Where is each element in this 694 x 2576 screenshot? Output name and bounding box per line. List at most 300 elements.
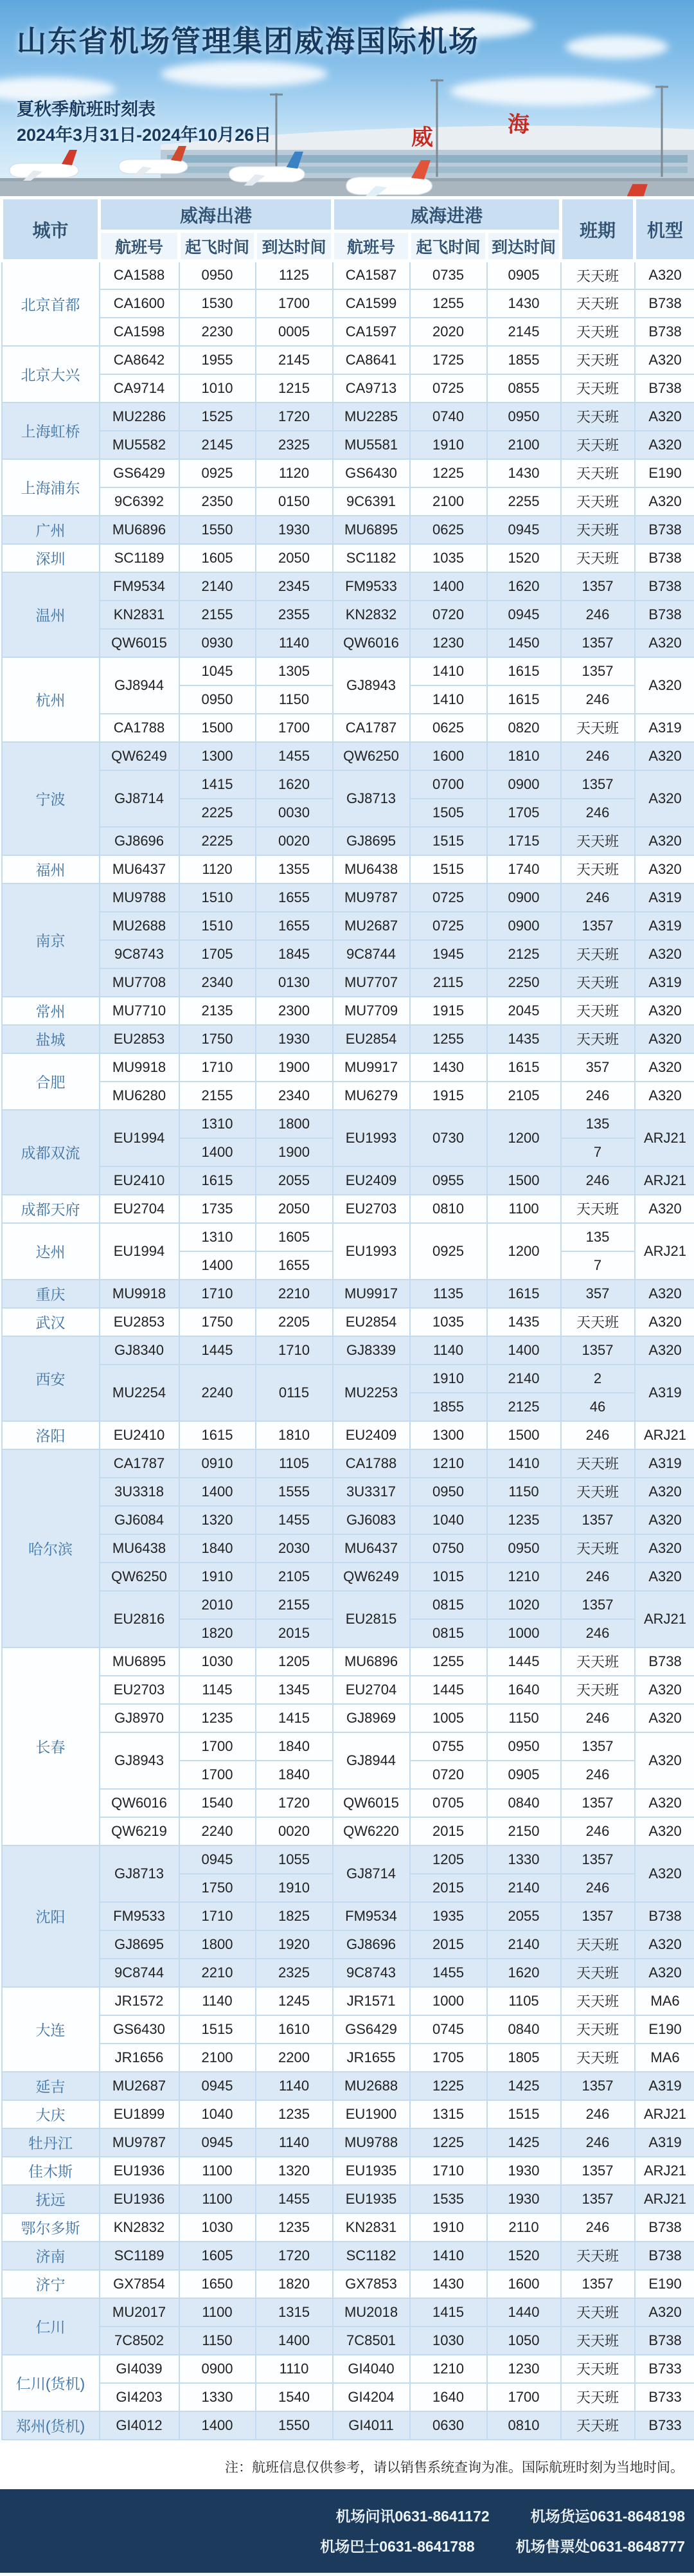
out-flight-cell: 9C8744	[100, 1959, 179, 1987]
out-dep-time-cell: 2240	[179, 1365, 256, 1421]
schedule-cell: 天天班	[561, 2242, 635, 2270]
table-row	[2, 1110, 694, 1138]
out-flight-cell: MU2688	[100, 912, 179, 940]
city-cell: 达州	[2, 1223, 100, 1280]
in-dep-time-cell: 2015	[410, 1874, 487, 1902]
out-flight-cell: JR1656	[100, 2044, 179, 2072]
in-arr-time-cell: 0950	[487, 1732, 561, 1761]
table-row	[2, 1930, 694, 1959]
out-dep-time-cell: 2145	[179, 431, 256, 459]
out-arr-time-cell: 1620	[256, 770, 333, 799]
out-dep-time-cell: 1510	[179, 884, 256, 912]
in-arr-time-cell: 0900	[487, 884, 561, 912]
out-arr-time-cell: 2145	[256, 346, 333, 374]
out-arr-time-cell: 2340	[256, 1082, 333, 1110]
in-dep-time-cell: 1410	[410, 657, 487, 685]
col-header-in-arr-time: 到达时间	[487, 231, 561, 261]
city-cell: 成都双流	[2, 1110, 100, 1195]
aircraft-cell: B738	[635, 2213, 694, 2242]
table-row	[2, 1563, 694, 1591]
in-flight-cell: JR1571	[333, 1987, 410, 2015]
in-dep-time-cell: 1135	[410, 1280, 487, 1308]
out-arr-time-cell: 1455	[256, 742, 333, 770]
out-dep-time-cell: 0910	[179, 1449, 256, 1478]
schedule-cell: 天天班	[561, 997, 635, 1025]
schedule-cell: 2	[561, 1365, 635, 1393]
table-body	[2, 261, 694, 2440]
out-flight-cell: EU2703	[100, 1676, 179, 1704]
in-dep-time-cell: 0740	[410, 403, 487, 431]
out-flight-cell: EU1936	[100, 2185, 179, 2213]
schedule-cell: 246	[561, 1874, 635, 1902]
col-header-outbound: 威海出港	[100, 198, 333, 231]
in-flight-cell: EU2854	[333, 1025, 410, 1053]
schedule-cell: 天天班	[561, 2411, 635, 2440]
in-arr-time-cell: 1330	[487, 1846, 561, 1874]
out-flight-cell: GS6430	[100, 2015, 179, 2044]
table-row	[2, 2383, 694, 2411]
out-dep-time-cell: 2225	[179, 799, 256, 827]
col-header-out-dep-time: 起飞时间	[179, 231, 256, 261]
in-arr-time-cell: 1100	[487, 1195, 561, 1223]
table-row	[2, 1449, 694, 1478]
out-arr-time-cell: 1355	[256, 855, 333, 884]
out-dep-time-cell: 1100	[179, 2298, 256, 2327]
out-arr-time-cell: 1205	[256, 1647, 333, 1676]
city-cell: 洛阳	[2, 1421, 100, 1449]
in-flight-cell: CA1587	[333, 261, 410, 289]
out-arr-time-cell: 1655	[256, 1251, 333, 1280]
in-dep-time-cell: 1515	[410, 855, 487, 884]
city-cell: 盐城	[2, 1025, 100, 1053]
in-arr-time-cell: 1200	[487, 1223, 561, 1280]
in-arr-time-cell: 0840	[487, 2015, 561, 2044]
out-dep-time-cell: 1400	[179, 1478, 256, 1506]
out-flight-cell: MU9918	[100, 1280, 179, 1308]
table-row	[2, 431, 694, 459]
in-flight-cell: EU2409	[333, 1421, 410, 1449]
out-flight-cell: 9C8743	[100, 940, 179, 968]
in-dep-time-cell: 1225	[410, 2072, 487, 2100]
aircraft-cell: A319	[635, 1365, 694, 1421]
table-row	[2, 2072, 694, 2100]
out-flight-cell: QW6249	[100, 742, 179, 770]
schedule-cell: 天天班	[561, 714, 635, 742]
table-row	[2, 2242, 694, 2270]
in-arr-time-cell: 1020	[487, 1591, 561, 1619]
out-dep-time-cell: 1500	[179, 714, 256, 742]
aircraft-cell: A319	[635, 912, 694, 940]
schedule-cell: 1357	[561, 657, 635, 685]
table-row	[2, 1025, 694, 1053]
city-cell: 武汉	[2, 1308, 100, 1336]
out-flight-cell: MU2017	[100, 2298, 179, 2327]
in-dep-time-cell: 0815	[410, 1619, 487, 1647]
in-flight-cell: GJ8339	[333, 1336, 410, 1365]
out-arr-time-cell: 1655	[256, 884, 333, 912]
schedule-cell: 天天班	[561, 516, 635, 544]
schedule-cell: 天天班	[561, 2298, 635, 2327]
aircraft-cell: B738	[635, 544, 694, 572]
aircraft-cell: B733	[635, 2411, 694, 2440]
city-cell: 牡丹江	[2, 2128, 100, 2157]
page-subtitle	[17, 96, 271, 148]
schedule-cell: 天天班	[561, 2355, 635, 2383]
in-arr-time-cell: 2145	[487, 318, 561, 346]
out-flight-cell: GJ8714	[100, 770, 179, 827]
table-row	[2, 742, 694, 770]
in-flight-cell: CA8641	[333, 346, 410, 374]
out-flight-cell: GJ8943	[100, 1732, 179, 1789]
out-arr-time-cell: 1150	[256, 685, 333, 714]
aircraft-cell: A319	[635, 714, 694, 742]
out-dep-time-cell: 2340	[179, 968, 256, 997]
in-dep-time-cell: 1725	[410, 346, 487, 374]
in-arr-time-cell: 0900	[487, 770, 561, 799]
table-row	[2, 2327, 694, 2355]
in-flight-cell: FM9534	[333, 1902, 410, 1930]
city-cell: 杭州	[2, 657, 100, 742]
in-flight-cell: KN2832	[333, 601, 410, 629]
in-flight-cell: MU7707	[333, 968, 410, 997]
out-arr-time-cell: 1320	[256, 2157, 333, 2185]
table-row	[2, 1789, 694, 1817]
in-arr-time-cell: 1440	[487, 2298, 561, 2327]
schedule-cell: 天天班	[561, 346, 635, 374]
out-flight-cell: EU2410	[100, 1166, 179, 1195]
out-flight-cell: GJ8944	[100, 657, 179, 714]
out-arr-time-cell: 1700	[256, 289, 333, 318]
city-cell: 广州	[2, 516, 100, 544]
out-flight-cell: GX7854	[100, 2270, 179, 2298]
aircraft-cell: B738	[635, 2327, 694, 2355]
out-arr-time-cell: 1720	[256, 403, 333, 431]
table-row	[2, 2270, 694, 2298]
out-arr-time-cell: 1305	[256, 657, 333, 685]
out-arr-time-cell: 1720	[256, 1789, 333, 1817]
table-row	[2, 516, 694, 544]
schedule-cell: 135	[561, 1110, 635, 1138]
subtitle-dates: 2024年3月31日-2024年10月26日	[17, 125, 272, 145]
in-dep-time-cell: 2020	[410, 318, 487, 346]
in-dep-time-cell: 1035	[410, 1308, 487, 1336]
in-flight-cell: QW6015	[333, 1789, 410, 1817]
out-flight-cell: EU2704	[100, 1195, 179, 1223]
out-arr-time-cell: 1840	[256, 1761, 333, 1789]
in-flight-cell: SC1182	[333, 544, 410, 572]
out-dep-time-cell: 0930	[179, 629, 256, 657]
in-flight-cell: GX7853	[333, 2270, 410, 2298]
out-dep-time-cell: 1100	[179, 2185, 256, 2213]
in-arr-time-cell: 1430	[487, 459, 561, 487]
in-dep-time-cell: 1035	[410, 544, 487, 572]
table-row	[2, 1506, 694, 1534]
in-dep-time-cell: 1515	[410, 827, 487, 855]
out-arr-time-cell: 2325	[256, 1959, 333, 1987]
in-dep-time-cell: 1430	[410, 2270, 487, 2298]
aircraft-cell: A320	[635, 1308, 694, 1336]
schedule-cell: 1357	[561, 629, 635, 657]
city-cell: 鄂尔多斯	[2, 2213, 100, 2242]
schedule-cell: 1357	[561, 1732, 635, 1761]
out-dep-time-cell: 1955	[179, 346, 256, 374]
in-flight-cell: JR1655	[333, 2044, 410, 2072]
table-row	[2, 1195, 694, 1223]
aircraft-cell: A320	[635, 403, 694, 431]
city-cell: 济南	[2, 2242, 100, 2270]
in-flight-cell: EU2703	[333, 1195, 410, 1223]
in-dep-time-cell: 1430	[410, 1053, 487, 1082]
in-arr-time-cell: 1445	[487, 1647, 561, 1676]
in-dep-time-cell: 0625	[410, 516, 487, 544]
contact-phone: 机场货运0631-8648198	[530, 2507, 685, 2525]
out-dep-time-cell: 0900	[179, 2355, 256, 2383]
aircraft-cell: A320	[635, 770, 694, 827]
in-flight-cell: MU2253	[333, 1365, 410, 1421]
out-arr-time-cell: 1245	[256, 1987, 333, 2015]
aircraft-cell: A320	[635, 940, 694, 968]
table-row	[2, 968, 694, 997]
schedule-cell: 1357	[561, 2072, 635, 2100]
schedule-cell: 天天班	[561, 2383, 635, 2411]
out-flight-cell: MU2286	[100, 403, 179, 431]
out-dep-time-cell: 1910	[179, 1563, 256, 1591]
contact-phone: 机场巴士0631-8641788	[320, 2537, 475, 2555]
schedule-cell: 天天班	[561, 1449, 635, 1478]
out-dep-time-cell: 1030	[179, 1647, 256, 1676]
in-arr-time-cell: 1640	[487, 1676, 561, 1704]
table-row	[2, 770, 694, 799]
in-arr-time-cell: 1425	[487, 2128, 561, 2157]
schedule-cell: 246	[561, 1761, 635, 1789]
in-dep-time-cell: 1225	[410, 2128, 487, 2157]
out-arr-time-cell: 2345	[256, 572, 333, 601]
in-dep-time-cell: 0700	[410, 770, 487, 799]
in-dep-time-cell: 1410	[410, 2242, 487, 2270]
in-dep-time-cell: 1255	[410, 289, 487, 318]
in-arr-time-cell: 1930	[487, 2185, 561, 2213]
in-arr-time-cell: 1615	[487, 685, 561, 714]
city-cell: 长春	[2, 1647, 100, 1846]
out-arr-time-cell: 1235	[256, 2100, 333, 2128]
out-dep-time-cell: 1710	[179, 1053, 256, 1082]
in-dep-time-cell: 1140	[410, 1336, 487, 1365]
out-dep-time-cell: 1515	[179, 2015, 256, 2044]
table-row	[2, 1676, 694, 1704]
in-arr-time-cell: 1410	[487, 1449, 561, 1478]
out-dep-time-cell: 1040	[179, 2100, 256, 2128]
out-flight-cell: MU9788	[100, 884, 179, 912]
in-dep-time-cell: 1710	[410, 2157, 487, 2185]
out-arr-time-cell: 0130	[256, 968, 333, 997]
aircraft-cell: ARJ21	[635, 1421, 694, 1449]
schedule-cell: 1357	[561, 2185, 635, 2213]
footer-contacts-row	[320, 2535, 685, 2556]
table-row	[2, 2185, 694, 2213]
out-flight-cell: QW6016	[100, 1789, 179, 1817]
in-dep-time-cell: 2015	[410, 1817, 487, 1846]
table-row	[2, 714, 694, 742]
out-flight-cell: EU2853	[100, 1308, 179, 1336]
out-arr-time-cell: 1800	[256, 1110, 333, 1138]
schedule-cell: 357	[561, 1280, 635, 1308]
aircraft-cell: A320	[635, 1506, 694, 1534]
out-dep-time-cell: 1510	[179, 912, 256, 940]
in-flight-cell: 7C8501	[333, 2327, 410, 2355]
out-arr-time-cell: 1930	[256, 1025, 333, 1053]
in-flight-cell: QW6249	[333, 1563, 410, 1591]
aircraft-cell: A320	[635, 1789, 694, 1817]
out-flight-cell: MU6896	[100, 516, 179, 544]
aircraft-cell: A320	[635, 1930, 694, 1959]
out-dep-time-cell: 2010	[179, 1591, 256, 1619]
schedule-cell: 天天班	[561, 2044, 635, 2072]
aircraft-cell: ARJ21	[635, 2185, 694, 2213]
col-header-out-arr-time: 到达时间	[256, 231, 333, 261]
out-flight-cell: CA8642	[100, 346, 179, 374]
city-cell: 延吉	[2, 2072, 100, 2100]
city-cell: 温州	[2, 572, 100, 657]
in-dep-time-cell: 0750	[410, 1534, 487, 1563]
in-dep-time-cell: 0735	[410, 261, 487, 289]
table-row	[2, 261, 694, 289]
in-dep-time-cell: 0755	[410, 1732, 487, 1761]
table-row	[2, 1817, 694, 1846]
out-arr-time-cell: 1055	[256, 1846, 333, 1874]
city-cell: 哈尔滨	[2, 1449, 100, 1647]
out-arr-time-cell: 1555	[256, 1478, 333, 1506]
out-flight-cell: QW6250	[100, 1563, 179, 1591]
in-flight-cell: EU2854	[333, 1308, 410, 1336]
table-row	[2, 629, 694, 657]
out-flight-cell: 3U3318	[100, 1478, 179, 1506]
in-dep-time-cell: 0730	[410, 1110, 487, 1166]
out-arr-time-cell: 1655	[256, 912, 333, 940]
aircraft-cell: MA6	[635, 1987, 694, 2015]
table-row	[2, 2015, 694, 2044]
table-row	[2, 1647, 694, 1676]
out-dep-time-cell: 1045	[179, 657, 256, 685]
aircraft-cell: B733	[635, 2383, 694, 2411]
out-arr-time-cell: 1540	[256, 2383, 333, 2411]
city-cell: 抚远	[2, 2185, 100, 2213]
in-arr-time-cell: 1500	[487, 1421, 561, 1449]
in-arr-time-cell: 1235	[487, 1506, 561, 1534]
out-flight-cell: MU6437	[100, 855, 179, 884]
in-arr-time-cell: 0820	[487, 714, 561, 742]
table-row	[2, 940, 694, 968]
in-dep-time-cell: 1210	[410, 2355, 487, 2383]
in-dep-time-cell: 0705	[410, 1789, 487, 1817]
in-dep-time-cell: 1945	[410, 940, 487, 968]
aircraft-cell: B738	[635, 1902, 694, 1930]
in-arr-time-cell: 0905	[487, 261, 561, 289]
in-dep-time-cell: 1535	[410, 2185, 487, 2213]
page-title: 山东省机场管理集团威海国际机场	[17, 24, 479, 58]
out-arr-time-cell: 1455	[256, 1506, 333, 1534]
table-row	[2, 884, 694, 912]
footer-contacts-row	[336, 2505, 685, 2526]
schedule-cell: 1357	[561, 2270, 635, 2298]
out-arr-time-cell: 1345	[256, 1676, 333, 1704]
schedule-cell: 246	[561, 742, 635, 770]
in-flight-cell: KN2831	[333, 2213, 410, 2242]
out-arr-time-cell: 2300	[256, 997, 333, 1025]
aircraft-cell: A320	[635, 1478, 694, 1506]
out-dep-time-cell: 1400	[179, 1138, 256, 1166]
in-arr-time-cell: 0855	[487, 374, 561, 403]
out-flight-cell: EU1899	[100, 2100, 179, 2128]
in-flight-cell: GJ8944	[333, 1732, 410, 1789]
in-flight-cell: MU5581	[333, 431, 410, 459]
out-arr-time-cell: 1820	[256, 2270, 333, 2298]
out-flight-cell: GJ8340	[100, 1336, 179, 1365]
aircraft-cell: A320	[635, 742, 694, 770]
in-flight-cell: MU6895	[333, 516, 410, 544]
city-cell: 成都天府	[2, 1195, 100, 1223]
aircraft-cell: A320	[635, 997, 694, 1025]
in-flight-cell: MU2285	[333, 403, 410, 431]
schedule-cell: 天天班	[561, 487, 635, 516]
aircraft-cell: A320	[635, 1534, 694, 1563]
out-arr-time-cell: 0005	[256, 318, 333, 346]
in-flight-cell: CA1787	[333, 714, 410, 742]
in-dep-time-cell: 0745	[410, 2015, 487, 2044]
out-flight-cell: MU9787	[100, 2128, 179, 2157]
aircraft-cell: A320	[635, 261, 694, 289]
aircraft-cell: A320	[635, 1025, 694, 1053]
aircraft-cell: A320	[635, 855, 694, 884]
table-row	[2, 2213, 694, 2242]
aircraft-cell: A319	[635, 2072, 694, 2100]
out-flight-cell: GJ8695	[100, 1930, 179, 1959]
out-arr-time-cell: 2155	[256, 1591, 333, 1619]
table-row	[2, 1280, 694, 1308]
out-flight-cell: EU1936	[100, 2157, 179, 2185]
in-dep-time-cell: 2115	[410, 968, 487, 997]
out-arr-time-cell: 1845	[256, 940, 333, 968]
subtitle-season: 夏秋季航班时刻表	[17, 100, 156, 119]
in-arr-time-cell: 1150	[487, 1704, 561, 1732]
schedule-cell: 246	[561, 1563, 635, 1591]
out-flight-cell: MU9918	[100, 1053, 179, 1082]
in-dep-time-cell: 1445	[410, 1676, 487, 1704]
schedule-cell: 天天班	[561, 855, 635, 884]
in-dep-time-cell: 1910	[410, 1365, 487, 1393]
schedule-cell: 1357	[561, 2157, 635, 2185]
in-flight-cell: MU7709	[333, 997, 410, 1025]
city-cell: 深圳	[2, 544, 100, 572]
city-cell: 常州	[2, 997, 100, 1025]
out-dep-time-cell: 2230	[179, 318, 256, 346]
schedule-cell: 天天班	[561, 940, 635, 968]
table-row	[2, 1421, 694, 1449]
col-header-schedule: 班期	[561, 198, 635, 261]
aircraft-cell: ARJ21	[635, 2157, 694, 2185]
out-dep-time-cell: 1820	[179, 1619, 256, 1647]
in-dep-time-cell: 1225	[410, 459, 487, 487]
table-row	[2, 318, 694, 346]
out-flight-cell: MU7710	[100, 997, 179, 1025]
flight-timetable	[0, 196, 694, 2440]
out-arr-time-cell: 1140	[256, 2072, 333, 2100]
in-dep-time-cell: 0955	[410, 1166, 487, 1195]
out-arr-time-cell: 1710	[256, 1336, 333, 1365]
in-flight-cell: FM9533	[333, 572, 410, 601]
city-cell: 济宁	[2, 2270, 100, 2298]
in-flight-cell: MU9917	[333, 1280, 410, 1308]
city-cell: 重庆	[2, 1280, 100, 1308]
